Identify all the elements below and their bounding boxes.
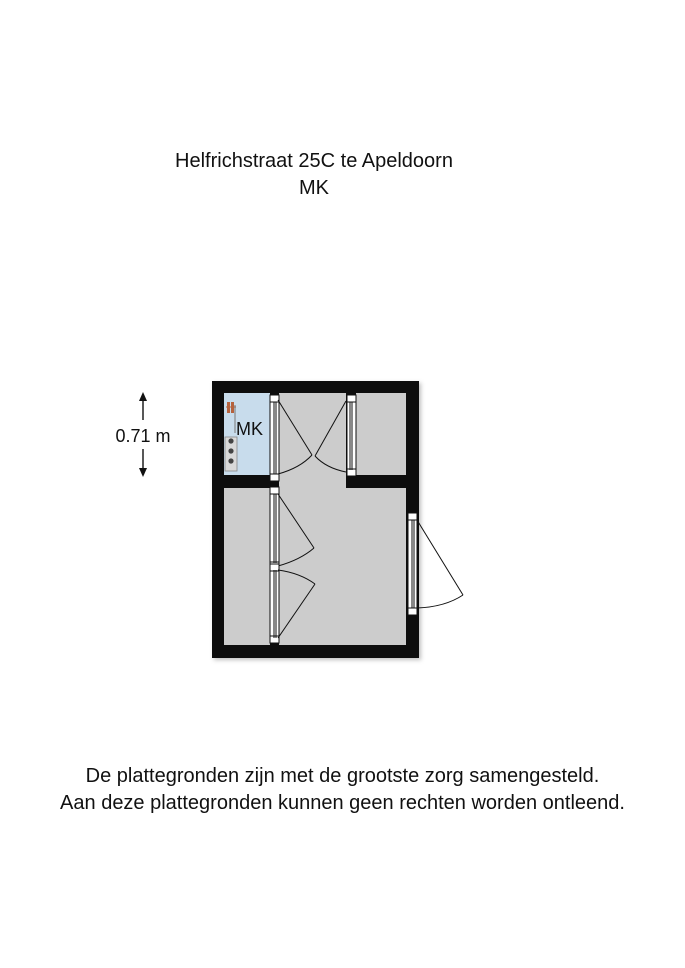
disclaimer-line-2: Aan deze plattegronden kunnen geen rechten worden ontleend. [60, 792, 625, 814]
hallway-floor-lower [279, 488, 406, 645]
dimension-indicator [115, 392, 170, 477]
entrance-door [408, 513, 463, 615]
address-title: Helfrichstraat 25C te Apeldoorn [175, 150, 453, 172]
floor-title: MK [299, 177, 329, 199]
arrow-down-icon [139, 468, 147, 477]
closet-floor [356, 393, 406, 475]
room-label: MK [236, 419, 263, 439]
storage-room-floor [224, 488, 270, 645]
dimension-label: 0.71 m [115, 426, 171, 446]
hallway-floor-upper [279, 393, 346, 488]
arrow-up-icon [139, 392, 147, 401]
disclaimer [0, 763, 685, 817]
hob-icon [225, 437, 237, 471]
disclaimer-line-1: De plattegronden zijn met de grootste zorg samengesteld. [85, 765, 600, 787]
